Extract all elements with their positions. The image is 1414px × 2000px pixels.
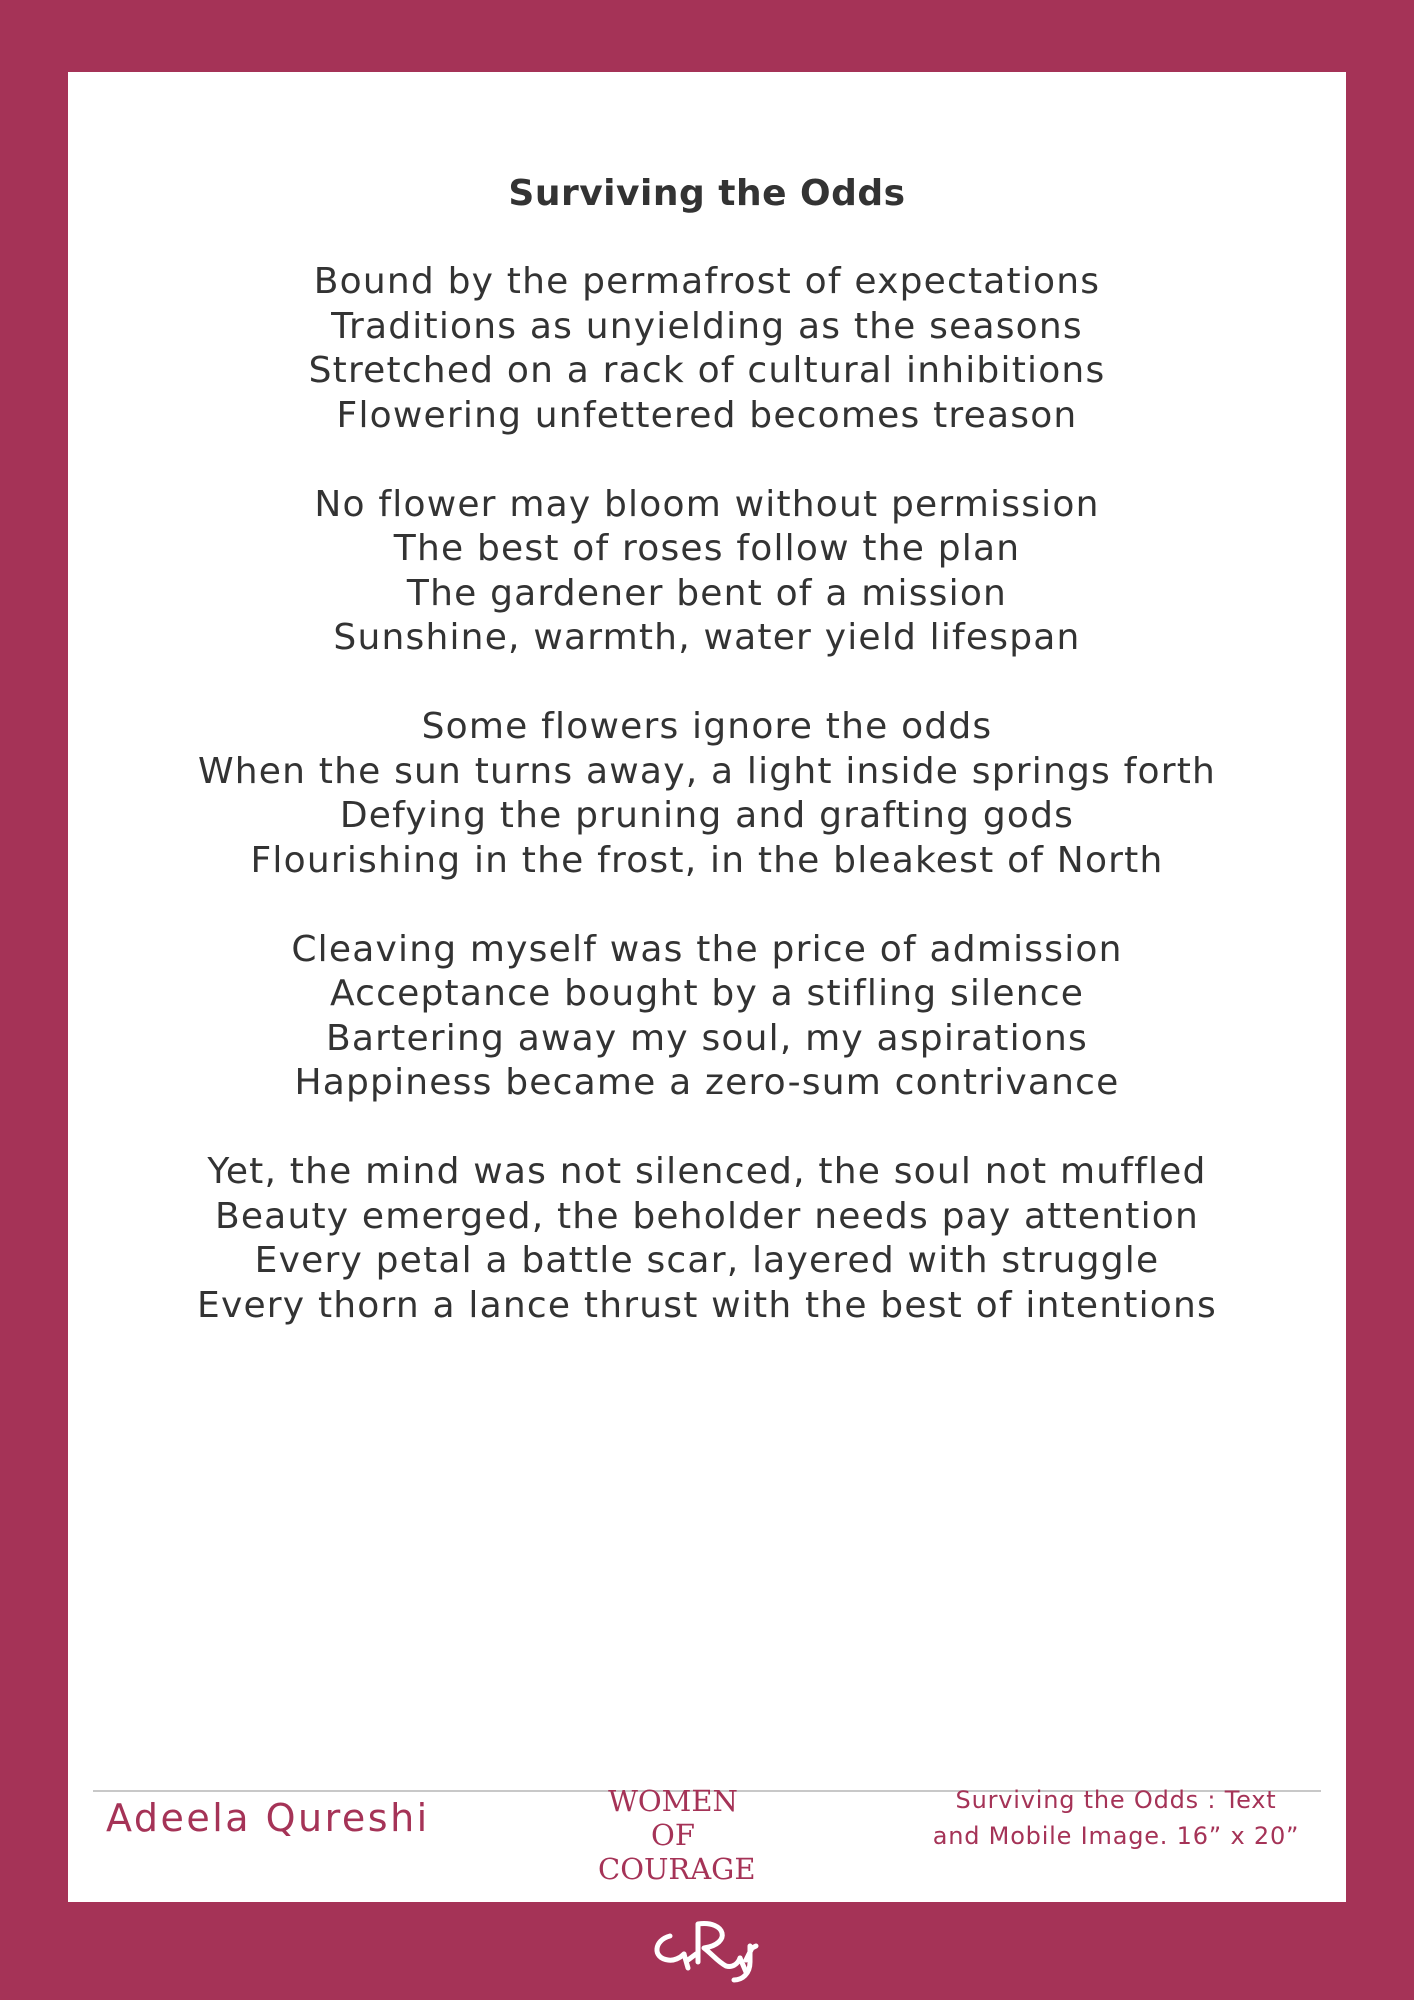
poem-line: Every thorn a lance thrust with the best of intentions: [197, 1284, 1217, 1326]
author-name: Adeela Qureshi: [106, 1796, 430, 1840]
stanza: [68, 928, 1346, 1106]
poem-line: Cleaving myself was the price of admission: [291, 928, 1123, 970]
series-title-line: COURAGE: [598, 1852, 756, 1886]
poem-line: Acceptance bought by a stifling silence: [329, 973, 1085, 1014]
poem-line: Happiness became a zero-sum contrivance: [294, 1062, 1120, 1103]
stanza: [68, 705, 1346, 883]
poem-line: No flower may bloom without permission: [314, 483, 1100, 525]
series-title-line: WOMEN OF: [608, 1784, 738, 1852]
poem-line: Some flowers ignore the odds: [421, 706, 993, 747]
poem-line: The best of roses follow the plan: [393, 528, 1021, 569]
poem-line: Sunshine, warmth, water yield lifespan: [333, 617, 1081, 658]
poem: [68, 172, 1346, 1373]
stanza: [68, 260, 1346, 438]
poem-line: When the sun turns away, a light inside springs forth: [197, 750, 1217, 792]
poem-line: Flourishing in the frost, in the bleakest of North: [250, 839, 1164, 881]
artwork-caption: [906, 1782, 1326, 1854]
poem-line: Bartering away my soul, my aspirations: [325, 1017, 1088, 1059]
poster-page: [68, 72, 1346, 1902]
stanza: [68, 483, 1346, 661]
poem-line: Every petal a battle scar, layered with struggle: [254, 1240, 1160, 1281]
series-title: [598, 1784, 756, 1886]
caption-line: Surviving the Odds : Text: [955, 1786, 1277, 1814]
caption-line: and Mobile Image. 16” x 20”: [932, 1822, 1300, 1850]
poem-title: Surviving the Odds: [508, 173, 906, 214]
poem-line: Stretched on a rack of cultural inhibitions: [308, 350, 1106, 391]
poem-line: Yet, the mind was not silenced, the soul not muffled: [207, 1151, 1207, 1192]
signature-logo-icon: [648, 1910, 766, 1990]
poem-line: Flowering unfettered becomes treason: [336, 394, 1078, 436]
poem-line: Beauty emerged, the beholder needs pay attention: [214, 1195, 1200, 1237]
poem-line: The gardener bent of a mission: [406, 572, 1008, 614]
poem-line: Traditions as unyielding as the seasons: [331, 305, 1083, 347]
stanza: [68, 1150, 1346, 1328]
poem-line: Bound by the permafrost of expectations: [313, 261, 1101, 302]
poem-line: Defying the pruning and grafting gods: [339, 795, 1075, 836]
